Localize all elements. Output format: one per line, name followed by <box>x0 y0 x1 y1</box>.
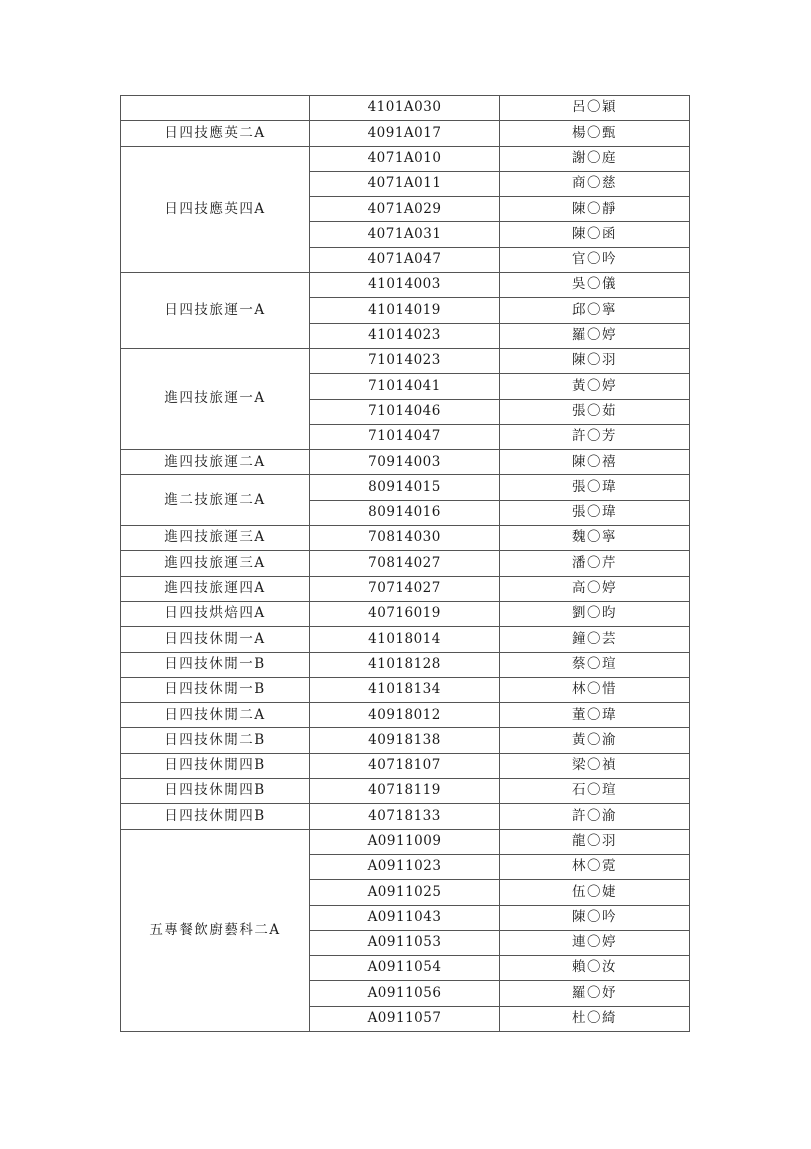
student-id-cell: 41014003 <box>310 273 500 298</box>
student-name-cell: 陳〇禧 <box>500 450 690 475</box>
student-name-cell: 林〇惜 <box>500 677 690 702</box>
student-name-cell: 石〇瑄 <box>500 779 690 804</box>
class-name-cell: 日四技休閒一B <box>121 677 310 702</box>
student-id-cell: 70914003 <box>310 450 500 475</box>
table-row <box>121 728 690 753</box>
student-id-cell: A0911056 <box>310 981 500 1006</box>
class-name-cell: 五專餐飲廚藝科二A <box>121 829 310 1031</box>
student-name-cell: 黃〇婷 <box>500 374 690 399</box>
student-name-cell: 賴〇汝 <box>500 956 690 981</box>
student-name-cell: 楊〇甄 <box>500 121 690 146</box>
table-row <box>121 779 690 804</box>
class-name-cell: 日四技休閒四B <box>121 753 310 778</box>
student-name-cell: 邱〇寧 <box>500 298 690 323</box>
table-row <box>121 652 690 677</box>
student-name-cell: 杜〇綺 <box>500 1006 690 1031</box>
student-id-cell: A0911025 <box>310 880 500 905</box>
student-id-cell: 4071A011 <box>310 171 500 196</box>
class-name-cell: 進四技旅運三A <box>121 526 310 551</box>
table-row <box>121 601 690 626</box>
table-row <box>121 121 690 146</box>
student-id-cell: 40716019 <box>310 601 500 626</box>
table-row <box>121 753 690 778</box>
class-name-cell: 日四技休閒一A <box>121 627 310 652</box>
student-id-cell: 70814027 <box>310 551 500 576</box>
table-row <box>121 829 690 854</box>
student-id-cell: A0911009 <box>310 829 500 854</box>
student-name-cell: 羅〇妤 <box>500 981 690 1006</box>
class-name-cell: 進二技旅運二A <box>121 475 310 526</box>
student-id-cell: 40718107 <box>310 753 500 778</box>
class-name-cell: 日四技休閒二A <box>121 703 310 728</box>
table-row <box>121 526 690 551</box>
student-id-cell: 71014041 <box>310 374 500 399</box>
table-row <box>121 96 690 121</box>
student-name-cell: 謝〇庭 <box>500 146 690 171</box>
student-id-cell: A0911054 <box>310 956 500 981</box>
table-row <box>121 703 690 728</box>
student-id-cell: 41014023 <box>310 323 500 348</box>
class-name-cell: 日四技休閒二B <box>121 728 310 753</box>
student-id-cell: 80914016 <box>310 500 500 525</box>
student-name-cell: 梁〇禎 <box>500 753 690 778</box>
class-name-cell: 進四技旅運四A <box>121 576 310 601</box>
table-row <box>121 576 690 601</box>
table-row <box>121 627 690 652</box>
student-id-cell: 41014019 <box>310 298 500 323</box>
student-name-cell: 黃〇渝 <box>500 728 690 753</box>
student-name-cell: 董〇瑋 <box>500 703 690 728</box>
student-name-cell: 蔡〇瑄 <box>500 652 690 677</box>
student-name-cell: 林〇霓 <box>500 854 690 879</box>
student-name-cell: 魏〇寧 <box>500 526 690 551</box>
class-name-cell: 日四技應英二A <box>121 121 310 146</box>
student-id-cell: 40718133 <box>310 804 500 829</box>
student-id-cell: 71014047 <box>310 424 500 449</box>
table-row <box>121 804 690 829</box>
student-id-cell: 4091A017 <box>310 121 500 146</box>
student-name-cell: 官〇吟 <box>500 247 690 272</box>
student-name-cell: 張〇瑋 <box>500 500 690 525</box>
student-id-cell: A0911043 <box>310 905 500 930</box>
student-id-cell: 41018014 <box>310 627 500 652</box>
student-id-cell: 41018134 <box>310 677 500 702</box>
class-name-cell: 進四技旅運三A <box>121 551 310 576</box>
student-name-cell: 吳〇儀 <box>500 273 690 298</box>
table-row <box>121 450 690 475</box>
student-name-cell: 陳〇吟 <box>500 905 690 930</box>
student-id-cell: 40918012 <box>310 703 500 728</box>
class-name-cell <box>121 96 310 121</box>
student-name-cell: 鐘〇芸 <box>500 627 690 652</box>
student-id-cell: 4101A030 <box>310 96 500 121</box>
student-id-cell: A0911023 <box>310 854 500 879</box>
student-name-cell: 陳〇羽 <box>500 348 690 373</box>
student-id-cell: 40718119 <box>310 779 500 804</box>
student-id-cell: A0911057 <box>310 1006 500 1031</box>
class-name-cell: 日四技休閒四B <box>121 804 310 829</box>
student-name-cell: 許〇渝 <box>500 804 690 829</box>
table-body <box>121 96 690 1032</box>
student-id-cell: 71014023 <box>310 348 500 373</box>
student-name-cell: 商〇慈 <box>500 171 690 196</box>
student-id-cell: 80914015 <box>310 475 500 500</box>
student-id-cell: 70714027 <box>310 576 500 601</box>
student-id-cell: 4071A047 <box>310 247 500 272</box>
student-id-cell: 71014046 <box>310 399 500 424</box>
student-name-cell: 羅〇婷 <box>500 323 690 348</box>
student-name-cell: 龍〇羽 <box>500 829 690 854</box>
class-name-cell: 日四技旅運一A <box>121 273 310 349</box>
table-row <box>121 273 690 298</box>
class-name-cell: 日四技休閒一B <box>121 652 310 677</box>
student-id-cell: 40918138 <box>310 728 500 753</box>
student-name-cell: 呂〇穎 <box>500 96 690 121</box>
class-name-cell: 日四技應英四A <box>121 146 310 272</box>
student-name-cell: 陳〇靜 <box>500 197 690 222</box>
student-name-cell: 張〇瑋 <box>500 475 690 500</box>
student-name-cell: 潘〇芹 <box>500 551 690 576</box>
table-row <box>121 551 690 576</box>
student-name-cell: 劉〇昀 <box>500 601 690 626</box>
student-list-table <box>120 95 690 1032</box>
student-name-cell: 伍〇婕 <box>500 880 690 905</box>
student-name-cell: 陳〇函 <box>500 222 690 247</box>
student-id-cell: 4071A029 <box>310 197 500 222</box>
table-row <box>121 348 690 373</box>
student-name-cell: 張〇茹 <box>500 399 690 424</box>
student-id-cell: 70814030 <box>310 526 500 551</box>
student-name-cell: 高〇婷 <box>500 576 690 601</box>
table-row <box>121 677 690 702</box>
class-name-cell: 日四技烘焙四A <box>121 601 310 626</box>
table-row <box>121 146 690 171</box>
class-name-cell: 進四技旅運二A <box>121 450 310 475</box>
class-name-cell: 進四技旅運一A <box>121 348 310 449</box>
student-name-cell: 連〇婷 <box>500 930 690 955</box>
class-name-cell: 日四技休閒四B <box>121 779 310 804</box>
student-id-cell: 41018128 <box>310 652 500 677</box>
student-name-cell: 許〇芳 <box>500 424 690 449</box>
student-id-cell: 4071A031 <box>310 222 500 247</box>
student-id-cell: A0911053 <box>310 930 500 955</box>
student-id-cell: 4071A010 <box>310 146 500 171</box>
table-row <box>121 475 690 500</box>
